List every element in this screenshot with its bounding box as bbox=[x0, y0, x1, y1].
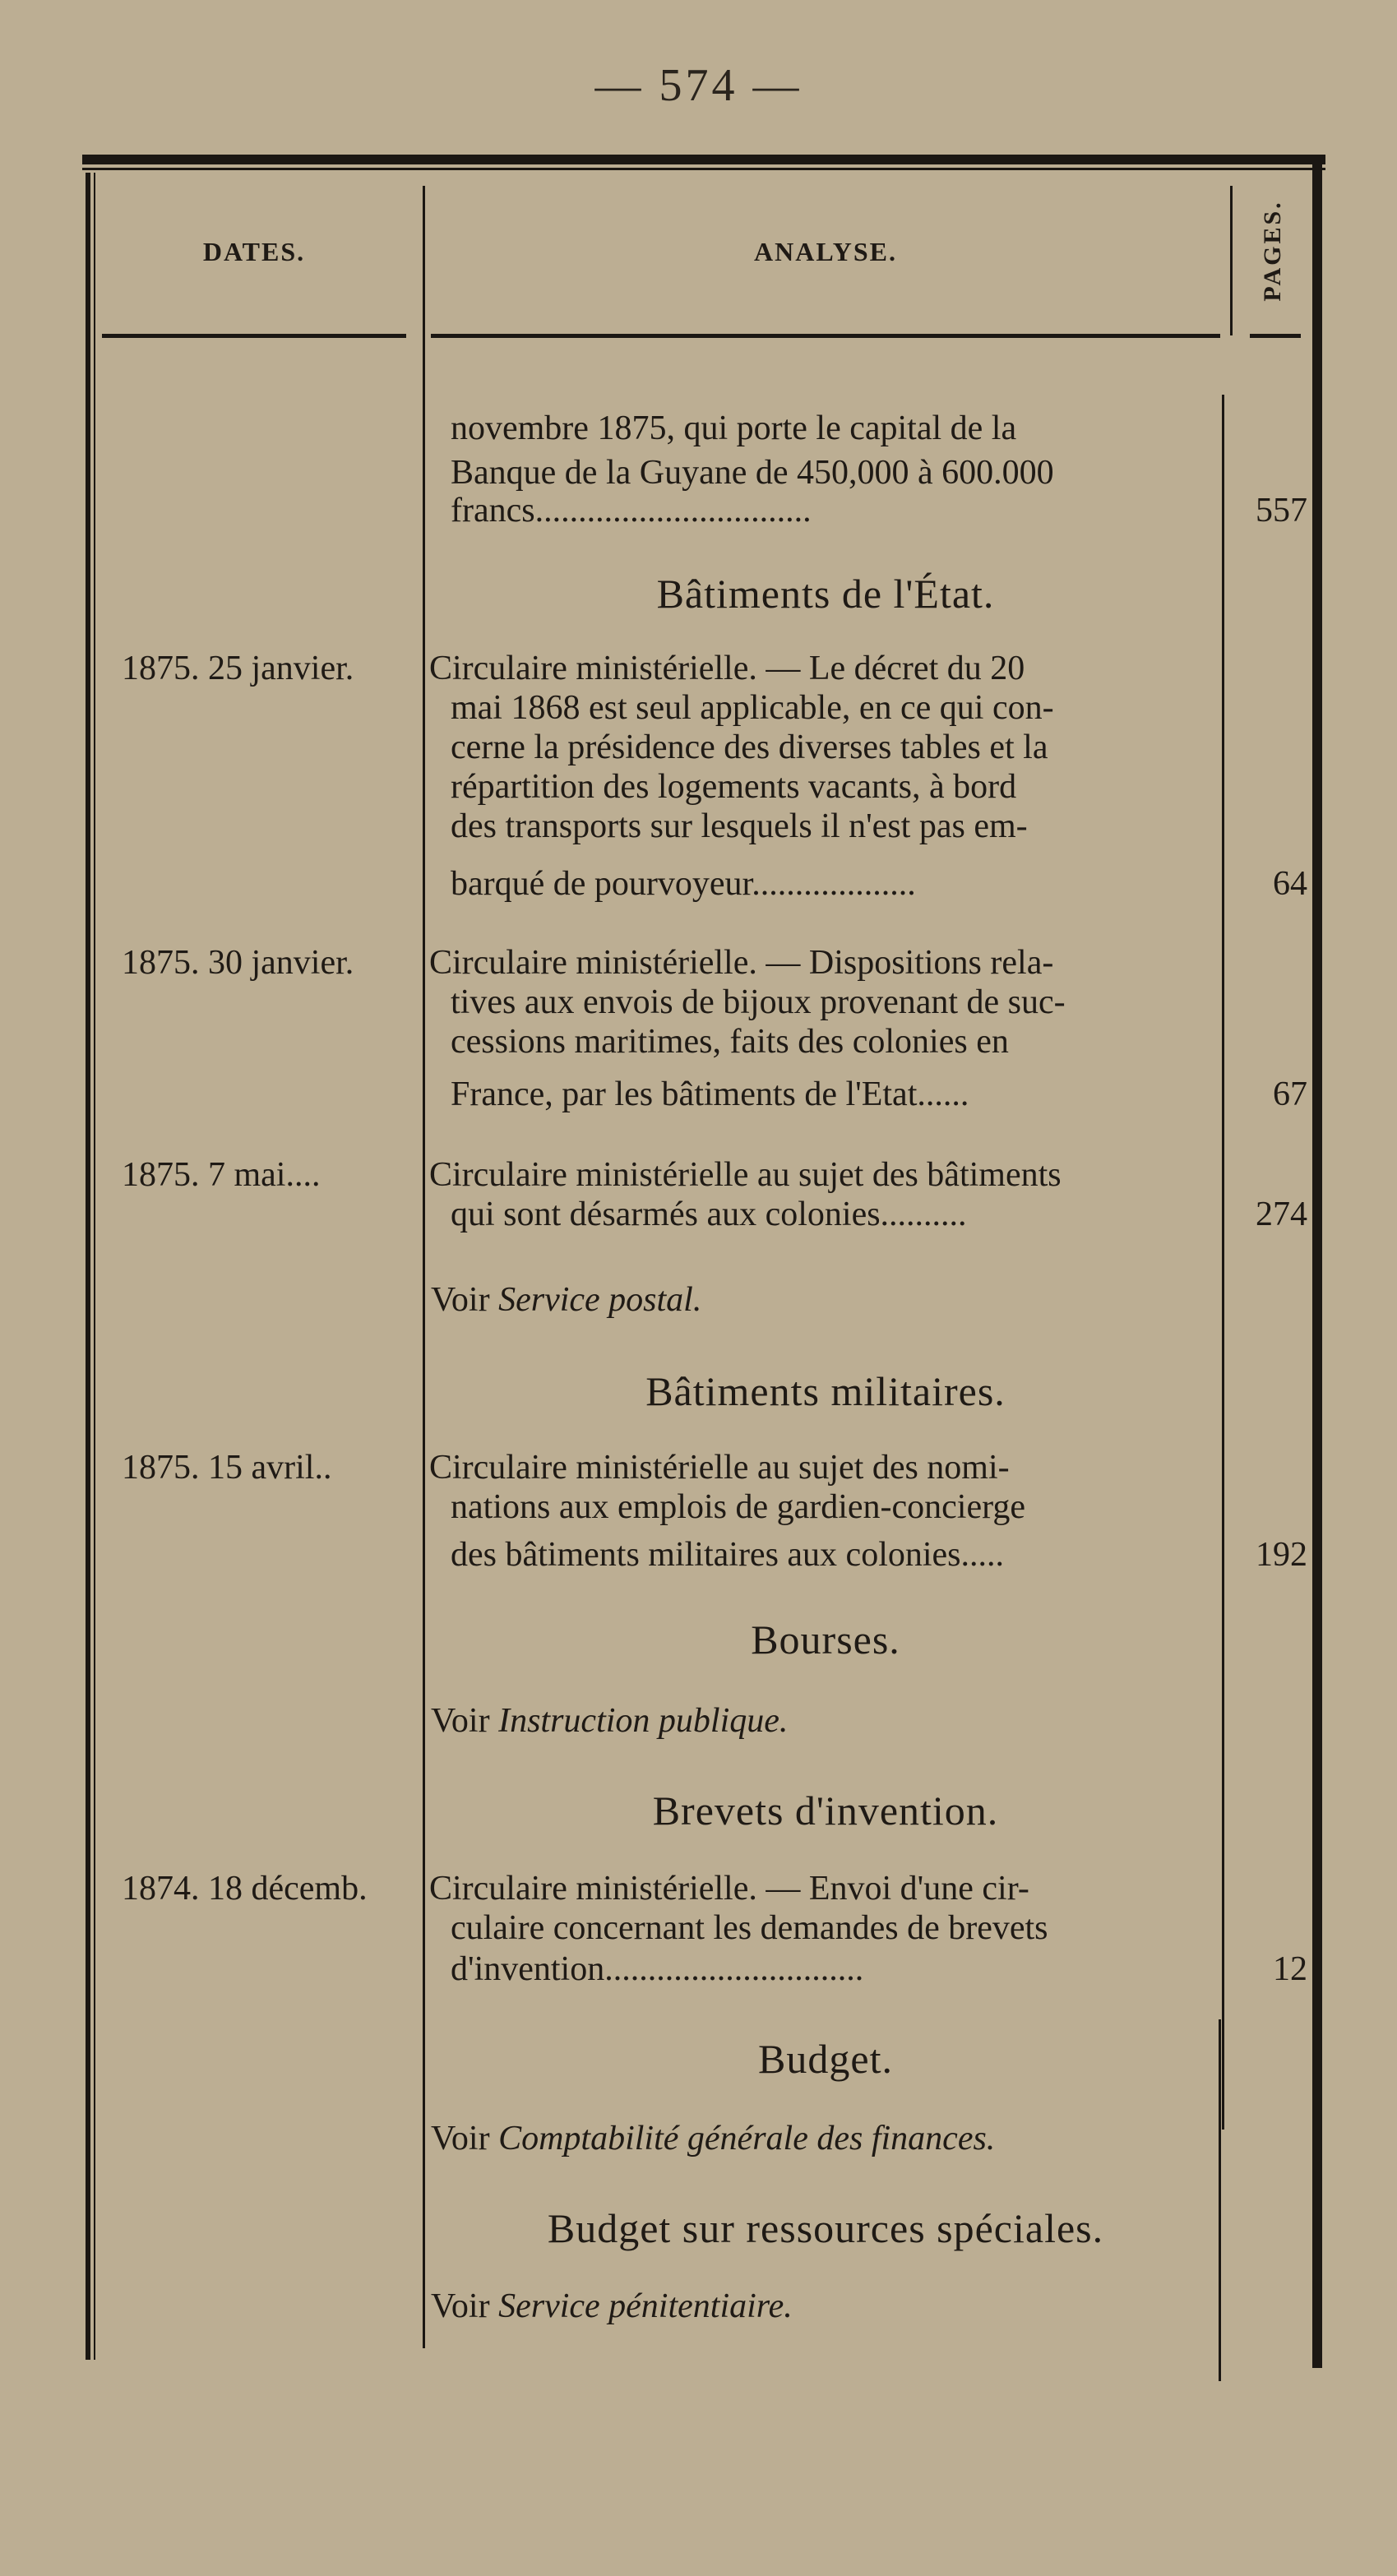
header-underline-pages bbox=[1250, 334, 1301, 338]
entry-text-line: tives aux envois de bijoux provenant de suc- bbox=[451, 983, 1066, 1021]
section-heading: Bourses. bbox=[751, 1616, 900, 1663]
entry-text-line: des transports sur lesquels il n'est pas em- bbox=[451, 807, 1028, 845]
table-top-rule bbox=[82, 155, 1325, 164]
see-also-target: Instruction publique. bbox=[498, 1702, 789, 1740]
entry-date: 1874. 18 décemb. bbox=[122, 1870, 368, 1908]
table-left-border-inner bbox=[94, 173, 95, 2360]
entry-text-line: cerne la présidence des diverses tables et la bbox=[451, 728, 1048, 766]
entry-text-line: Circulaire ministérielle. — Envoi d'une cir- bbox=[429, 1870, 1029, 1908]
entry-text-line: nations aux emplois de gardien-concierge bbox=[451, 1488, 1025, 1526]
entry-text-line: cessions maritimes, faits des colonies en bbox=[451, 1023, 1009, 1061]
header-underline-analyse bbox=[431, 334, 1220, 338]
table-left-border bbox=[86, 173, 90, 2360]
see-also-target: Service postal. bbox=[498, 1281, 702, 1319]
section-heading: Bâtiments militaires. bbox=[645, 1368, 1006, 1414]
entry-date: 1875. 15 avril.. bbox=[122, 1449, 332, 1487]
see-also-prefix: Voir bbox=[431, 1702, 490, 1740]
column-divider-pages-header bbox=[1230, 186, 1233, 335]
section-heading: Brevets d'invention. bbox=[652, 1787, 999, 1834]
column-divider-dates bbox=[423, 186, 425, 2348]
page-number: — 574 — bbox=[594, 60, 803, 111]
see-also-prefix: Voir bbox=[431, 1281, 490, 1319]
header-underline-dates bbox=[102, 334, 406, 338]
table-right-border bbox=[1312, 156, 1322, 2368]
entry-text-line: barqué de pourvoyeur................... bbox=[451, 865, 916, 903]
see-also-reference bbox=[431, 2120, 995, 2157]
entry-text-line: répartition des logements vacants, à bord bbox=[451, 768, 1017, 806]
entry-date: 1875. 25 janvier. bbox=[122, 650, 354, 687]
entry-text-line: France, par les bâtiments de l'Etat...... bbox=[451, 1075, 969, 1113]
see-also-prefix: Voir bbox=[431, 2287, 490, 2325]
page-ref: 192 bbox=[1256, 1536, 1307, 1574]
section-heading: Bâtiments de l'État. bbox=[656, 571, 995, 617]
column-header-pages-label: PAGES. bbox=[1259, 200, 1286, 302]
see-also-prefix: Voir bbox=[431, 2120, 490, 2157]
section-heading: Budget. bbox=[758, 2036, 893, 2082]
entry-text-line: des bâtiments militaires aux colonies..... bbox=[451, 1536, 1005, 1574]
entry-text-line: Circulaire ministérielle. — Le décret du 20 bbox=[429, 650, 1025, 687]
column-header-dates: DATES. bbox=[202, 237, 306, 266]
entry-text-line: mai 1868 est seul applicable, en ce qui con- bbox=[451, 689, 1054, 727]
entry-date: 1875. 30 janvier. bbox=[122, 944, 354, 982]
entry-text-line: d'invention.............................. bbox=[451, 1950, 864, 1988]
see-also-target: Comptabilité générale des finances. bbox=[498, 2120, 996, 2157]
section-heading: Budget sur ressources spéciales. bbox=[547, 2205, 1104, 2251]
column-header-pages bbox=[1240, 181, 1306, 321]
continuation-line: Banque de la Guyane de 450,000 à 600.000 bbox=[451, 454, 1054, 492]
column-header-analyse: ANALYSE. bbox=[754, 237, 897, 266]
see-also-reference bbox=[431, 1702, 788, 1740]
table-top-rule-thin bbox=[82, 168, 1325, 170]
page-ref: 274 bbox=[1256, 1196, 1307, 1233]
entry-text-line: Circulaire ministérielle au sujet des nomi- bbox=[429, 1449, 1010, 1487]
see-also-reference bbox=[431, 2287, 793, 2325]
entry-date: 1875. 7 mai.... bbox=[122, 1156, 321, 1194]
see-also-reference bbox=[431, 1281, 701, 1319]
see-also-target: Service pénitentiaire. bbox=[498, 2287, 793, 2325]
page-ref: 12 bbox=[1273, 1950, 1307, 1988]
entry-text-line: Circulaire ministérielle. — Dispositions rela- bbox=[429, 944, 1054, 982]
continuation-line: novembre 1875, qui porte le capital de la bbox=[451, 409, 1017, 447]
continuation-line: francs................................ bbox=[451, 492, 812, 530]
entry-text-line: Circulaire ministérielle au sujet des bâtiments bbox=[429, 1156, 1062, 1194]
page-ref: 67 bbox=[1273, 1075, 1307, 1113]
page-ref: 64 bbox=[1273, 865, 1307, 903]
page-ref: 557 bbox=[1256, 492, 1307, 530]
entry-text-line: qui sont désarmés aux colonies.......... bbox=[451, 1196, 967, 1233]
column-divider-pages bbox=[1222, 395, 1224, 2130]
entry-text-line: culaire concernant les demandes de brevets bbox=[451, 1909, 1048, 1947]
